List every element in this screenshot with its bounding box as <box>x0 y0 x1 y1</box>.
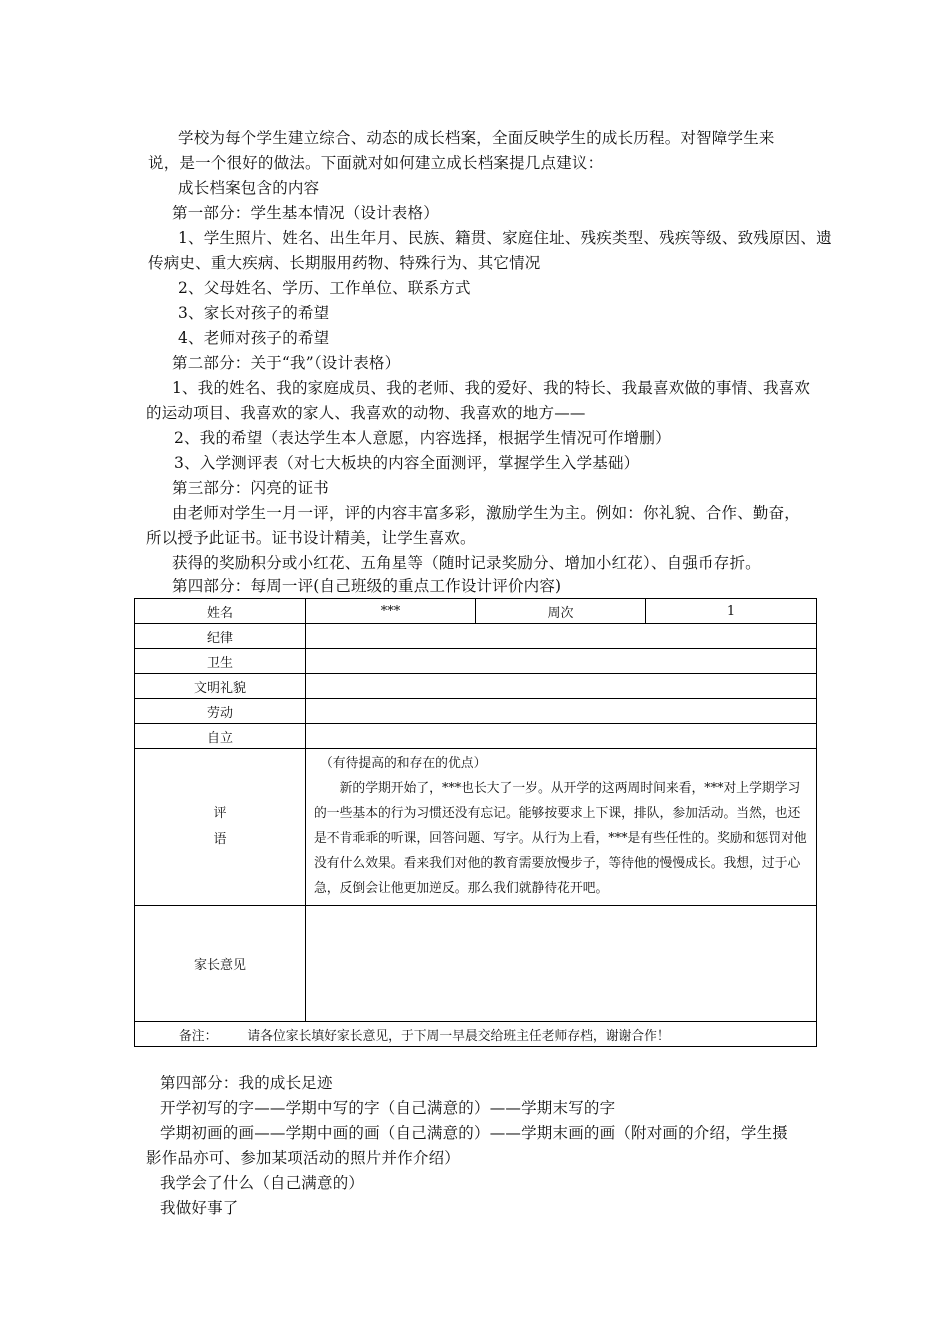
parent-opinion-row <box>135 906 817 1022</box>
part2-item1-line2: 的运动项目、我喜欢的家人、我喜欢的动物、我喜欢的地方—— <box>146 404 586 422</box>
part3-line3: 获得的奖励积分或小红花、五角星等（随时记录奖励分、增加小红花）、自强币存折。 <box>172 554 761 572</box>
part4-growth-line3: 影作品亦可、参加某项活动的照片并作介绍） <box>146 1149 461 1167</box>
part4-growth-title: 第四部分：我的成长足迹 <box>160 1074 333 1092</box>
comment-label-char-2: 语 <box>213 832 227 847</box>
row-value-cell <box>306 624 817 649</box>
part1-item1-line1: 1、学生照片、姓名、出生年月、民族、籍贯、家庭住址、残疾类型、残疾等级、致残原因、遗 <box>178 229 832 247</box>
part1-item1-line2: 传病史、重大疾病、长期服用药物、特殊行为、其它情况 <box>148 254 541 272</box>
part1-item3: 3、家长对孩子的希望 <box>178 304 330 322</box>
part4-growth-line4: 我学会了什么（自己满意的） <box>160 1174 365 1192</box>
weekly-evaluation-table <box>134 598 817 1047</box>
comment-body: 新的学期开始了，***也长大了一岁。从开学的这两周时间来看，***对上学期学习的一些基本的行为习惯还没有忘记。能够按要求上下课，排队，参加活动。当然，也还是不肯乖乖的听课，回答问题、写字。从行为上看，***是有些任性的。奖励和惩罚对他没有什么效果。看来我们对他的教育需要放慢步子，等待他的慢慢成长。我想，过于心急，反倒会让他更加逆反。那么我们就静待花开吧。 <box>314 781 807 896</box>
row-value-cell <box>306 674 817 699</box>
part2-item2: 2、我的希望（表达学生本人意愿，内容选择，根据学生情况可作增删） <box>174 429 671 447</box>
part2-item1-line1: 1、我的姓名、我的家庭成员、我的老师、我的爱好、我的特长、我最喜欢做的事情、我喜欢 <box>172 379 811 397</box>
row-label-hygiene: 卫生 <box>135 649 306 674</box>
row-label-discipline: 纪律 <box>135 624 306 649</box>
intro-line-1: 学校为每个学生建立综合、动态的成长档案，全面反映学生的成长历程。对智障学生来 <box>178 129 775 147</box>
row-value-cell <box>306 649 817 674</box>
notes-cell <box>135 1022 817 1047</box>
part3-line2: 所以授予此证书。证书设计精美，让学生喜欢。 <box>146 529 476 547</box>
table-header-row <box>135 599 817 624</box>
comment-label-cell <box>135 749 306 906</box>
row-value-cell <box>306 724 817 749</box>
part2-item3: 3、入学测评表（对七大板块的内容全面测评，掌握学生入学基础） <box>174 454 640 472</box>
parent-opinion-label: 家长意见 <box>135 906 306 1022</box>
comment-cell <box>306 749 817 906</box>
table-row <box>135 624 817 649</box>
week-value-cell: 1 <box>646 599 817 624</box>
part2-title: 第二部分：关于“我”（设计表格） <box>172 354 401 372</box>
part4-growth-line1: 开学初写的字——学期中写的字（自己满意的）——学期末写的字 <box>160 1099 616 1117</box>
name-label-cell: 姓名 <box>135 599 306 624</box>
part4-growth-line5: 我做好事了 <box>160 1199 239 1217</box>
notes-row <box>135 1022 817 1047</box>
table-row <box>135 699 817 724</box>
part3-title: 第三部分：闪亮的证书 <box>172 479 330 497</box>
part1-item4: 4、老师对孩子的希望 <box>178 329 330 347</box>
table-row <box>135 674 817 699</box>
parent-opinion-field <box>306 906 817 1022</box>
part3-line1: 由老师对学生一月一评，评的内容丰富多彩，激励学生为主。例如：你礼貌、合作、勤奋， <box>172 504 801 522</box>
row-value-cell <box>306 699 817 724</box>
table-row <box>135 724 817 749</box>
comment-heading: （有待提高的和存在的优点） <box>320 756 487 771</box>
notes-text: 请各位家长填好家长意见，于下周一早晨交给班主任老师存档，谢谢合作！ <box>247 1028 670 1044</box>
part1-item2: 2、父母姓名、学历、工作单位、联系方式 <box>178 279 471 297</box>
notes-label: 备注： <box>179 1028 218 1044</box>
table-row <box>135 649 817 674</box>
part1-title: 第一部分：学生基本情况（设计表格） <box>172 204 439 222</box>
week-label-cell: 周次 <box>476 599 646 624</box>
comment-row <box>135 749 817 906</box>
intro-line-2: 说，是一个很好的做法。下面就对如何建立成长档案提几点建议： <box>148 154 604 172</box>
contents-title: 成长档案包含的内容 <box>178 179 320 197</box>
part4-growth-line2: 学期初画的画——学期中画的画（自己满意的）——学期末画的画（附对画的介绍，学生摄 <box>160 1124 789 1142</box>
name-value-cell: *** <box>306 599 476 624</box>
row-label-labor: 劳动 <box>135 699 306 724</box>
row-label-self-reliance: 自立 <box>135 724 306 749</box>
comment-label-char-1: 评 <box>213 806 227 821</box>
row-label-courtesy: 文明礼貌 <box>135 674 306 699</box>
part4-weekly-title: 第四部分：每周一评(自己班级的重点工作设计评价内容) <box>172 577 562 595</box>
